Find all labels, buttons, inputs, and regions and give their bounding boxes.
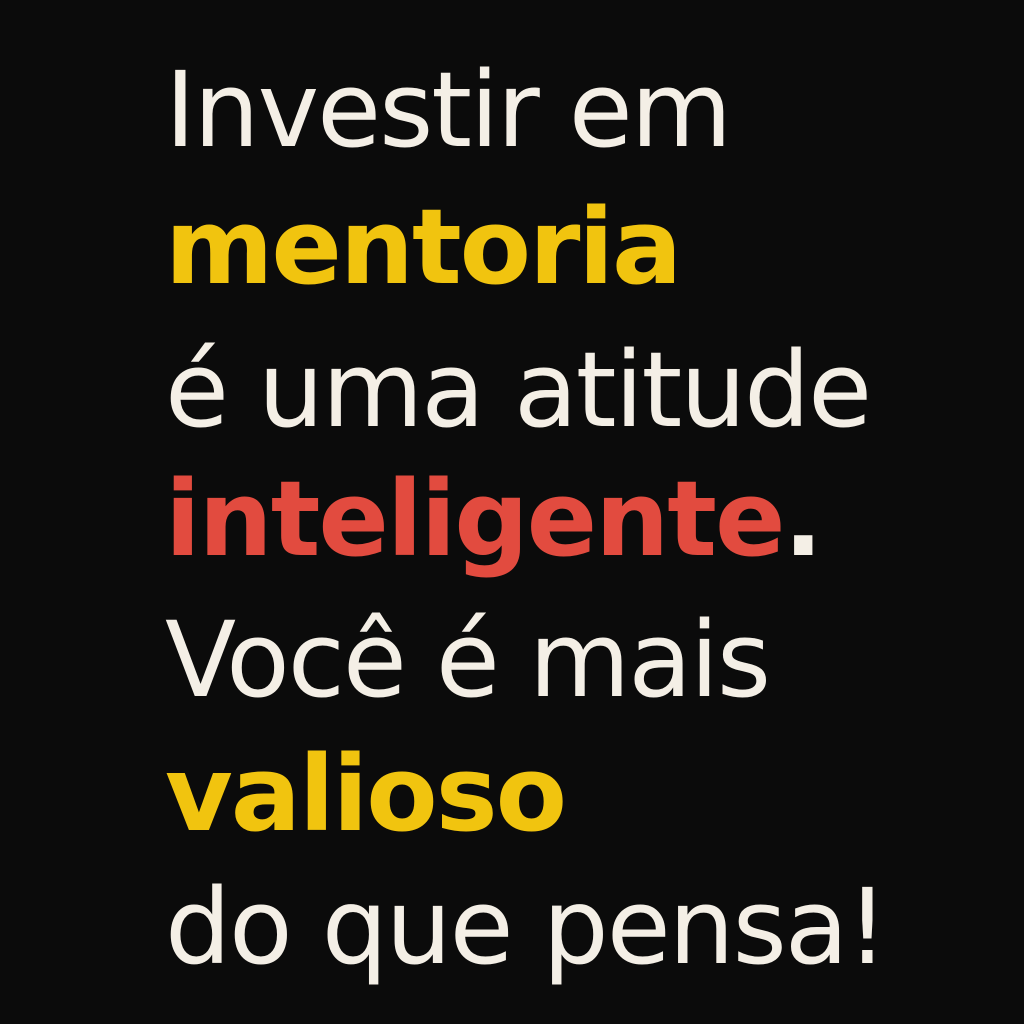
quote-line-3: é uma atitude [165,329,871,451]
quote-line-1: Investir em [165,49,731,171]
quote-line-4 [165,458,822,580]
quote-line-5: Você é mais [165,599,770,721]
quote-period: . [783,458,822,580]
quote-highlight-valioso: valioso [165,733,566,855]
quote-highlight-inteligente: inteligente [165,458,784,580]
quote-line-7: do que pensa! [165,866,887,988]
quote-highlight-mentoria: mentoria [165,186,681,308]
